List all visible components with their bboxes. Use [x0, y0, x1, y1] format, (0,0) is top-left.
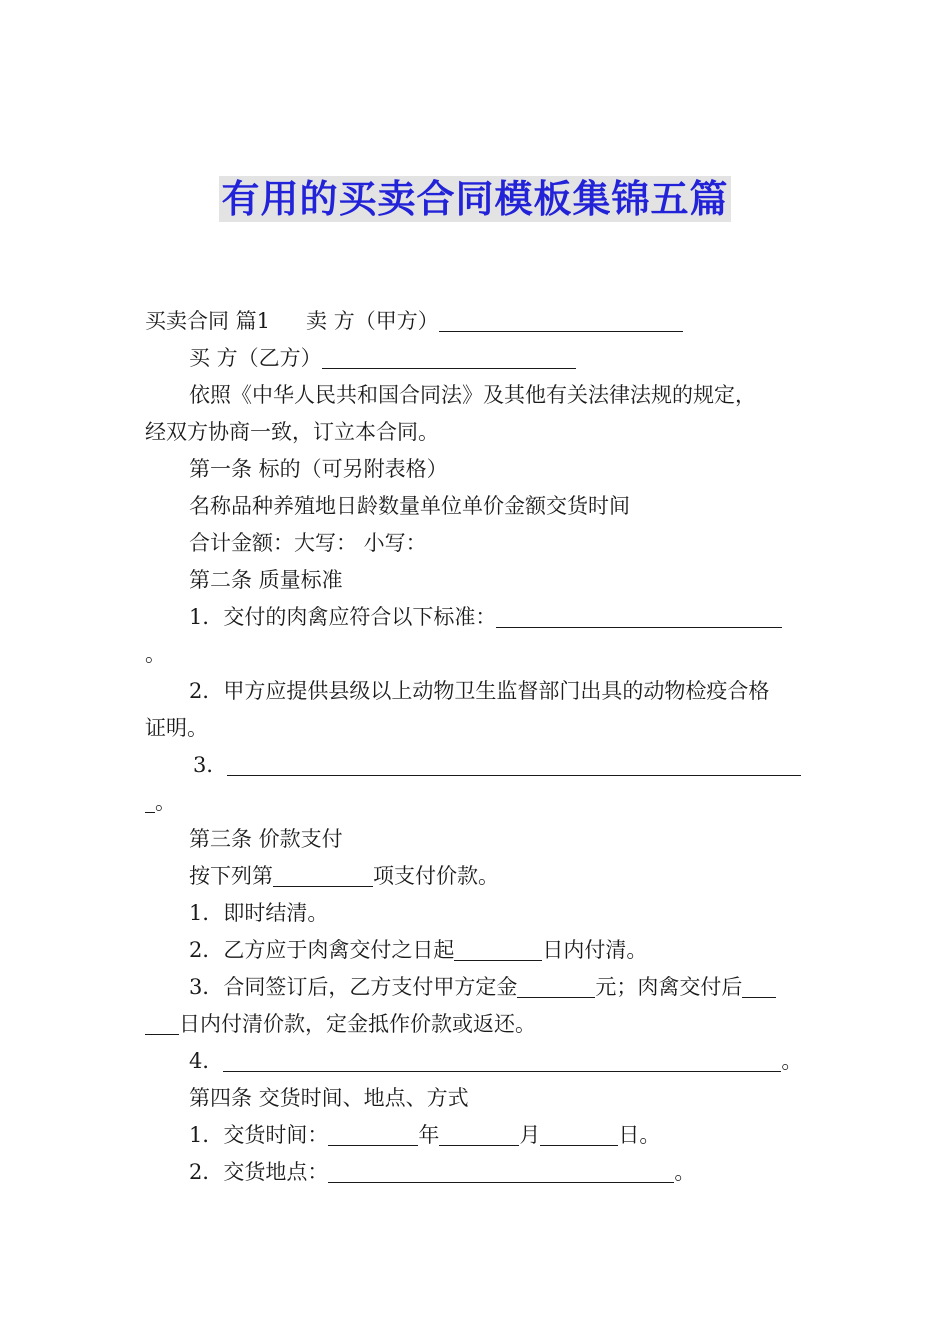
total-amount-text: 合计金额：大写： 小写： — [189, 531, 427, 555]
delivery-place-label: 2．交货地点： — [189, 1160, 329, 1184]
paragraph-line — [145, 414, 810, 451]
deposit-blank — [517, 975, 595, 998]
clause-2-2-text: 2．甲方应提供县级以上动物卫生监督部门出具的动物检疫合格 — [189, 679, 770, 703]
clause-line — [145, 1154, 810, 1191]
clause-3-2-end: 日内付清。 — [542, 938, 648, 962]
clause-3-4-end: 。 — [781, 1049, 803, 1073]
clause-2-3-end: 。 — [155, 790, 176, 814]
post-delivery-days-blank — [742, 975, 776, 998]
post-delivery-days-blank-cont — [145, 1012, 179, 1035]
clause-line — [145, 932, 810, 969]
clause-3-3-text: 3．合同签订后，乙方支付甲方定金 — [189, 975, 518, 999]
clause-line — [145, 747, 810, 784]
month-label: 月 — [519, 1123, 541, 1147]
delivery-time-label: 1．交货时间： — [189, 1123, 329, 1147]
item-columns-text: 名称品种养殖地日龄数量单位单价金额交货时间 — [189, 494, 630, 518]
article-3-title: 第三条 价款支付 — [189, 827, 343, 851]
clause-3-3-mid: 元；肉禽交付后 — [595, 975, 743, 999]
article-heading — [145, 562, 810, 599]
clause-2-1-text: 1．交付的肉禽应符合以下标准： — [189, 605, 497, 629]
clause-line — [145, 1043, 810, 1080]
clause-2-2-end: 证明。 — [145, 716, 208, 740]
document-title: 有用的买卖合同模板集锦五篇 — [221, 177, 729, 221]
buyer-blank — [322, 346, 576, 369]
article-heading — [145, 451, 810, 488]
clause-2-3-blank — [227, 753, 801, 776]
day-label: 日。 — [618, 1123, 661, 1147]
article-heading — [145, 1080, 810, 1117]
preamble-text-cont: 经双方协商一致，订立本合同。 — [145, 420, 439, 444]
paragraph-line — [145, 377, 810, 414]
payment-option-text-end: 项支付价款。 — [373, 864, 499, 888]
clause-line — [145, 969, 810, 1006]
clause-line — [145, 599, 810, 636]
clause-3-4-label: 4． — [189, 1049, 224, 1073]
clause-line — [145, 673, 810, 710]
delivery-place-blank — [328, 1160, 674, 1183]
month-blank — [439, 1123, 519, 1146]
title-container — [0, 176, 950, 222]
payment-option-text: 按下列第 — [189, 864, 273, 888]
paragraph-line — [145, 488, 810, 525]
clause-3-3-end: 日内付清价款，定金抵作价款或返还。 — [179, 1012, 536, 1036]
clause-2-3-blank-cont — [145, 790, 155, 813]
year-label: 年 — [418, 1123, 440, 1147]
clause-line — [145, 895, 810, 932]
year-blank — [328, 1123, 418, 1146]
days-blank — [454, 938, 542, 961]
clause-3-2-text: 2．乙方应于肉禽交付之日起 — [189, 938, 455, 962]
article-heading — [145, 821, 810, 858]
contract-heading-seller-line — [145, 303, 810, 340]
clause-line-cont — [145, 1006, 810, 1043]
article-4-title: 第四条 交货时间、地点、方式 — [189, 1086, 469, 1110]
seller-blank — [439, 309, 683, 332]
seller-label: 卖 方（甲方） — [306, 309, 439, 333]
clause-3-4-blank — [223, 1049, 781, 1072]
buyer-label: 买 方（乙方） — [189, 346, 322, 370]
clause-2-1-end: 。 — [145, 642, 166, 666]
clause-line — [145, 1117, 810, 1154]
article-1-title: 第一条 标的（可另附表格） — [189, 457, 448, 481]
buyer-line — [145, 340, 810, 377]
clause-line-cont — [145, 710, 810, 747]
contract-heading: 买卖合同 篇1 — [145, 309, 271, 333]
clause-line-cont — [145, 784, 810, 821]
clause-3-1-text: 1．即时结清。 — [189, 901, 329, 925]
payment-option-blank — [273, 864, 373, 887]
standard-blank — [496, 605, 782, 628]
clause-2-3-label: 3． — [193, 753, 228, 777]
paragraph-line — [145, 525, 810, 562]
delivery-place-end: 。 — [674, 1160, 696, 1184]
document-body — [145, 303, 810, 1191]
day-blank — [540, 1123, 618, 1146]
preamble-text: 依照《中华人民共和国合同法》及其他有关法律法规的规定， — [189, 383, 756, 407]
clause-line-cont — [145, 636, 810, 673]
article-2-title: 第二条 质量标准 — [189, 568, 343, 592]
clause-line — [145, 858, 810, 895]
